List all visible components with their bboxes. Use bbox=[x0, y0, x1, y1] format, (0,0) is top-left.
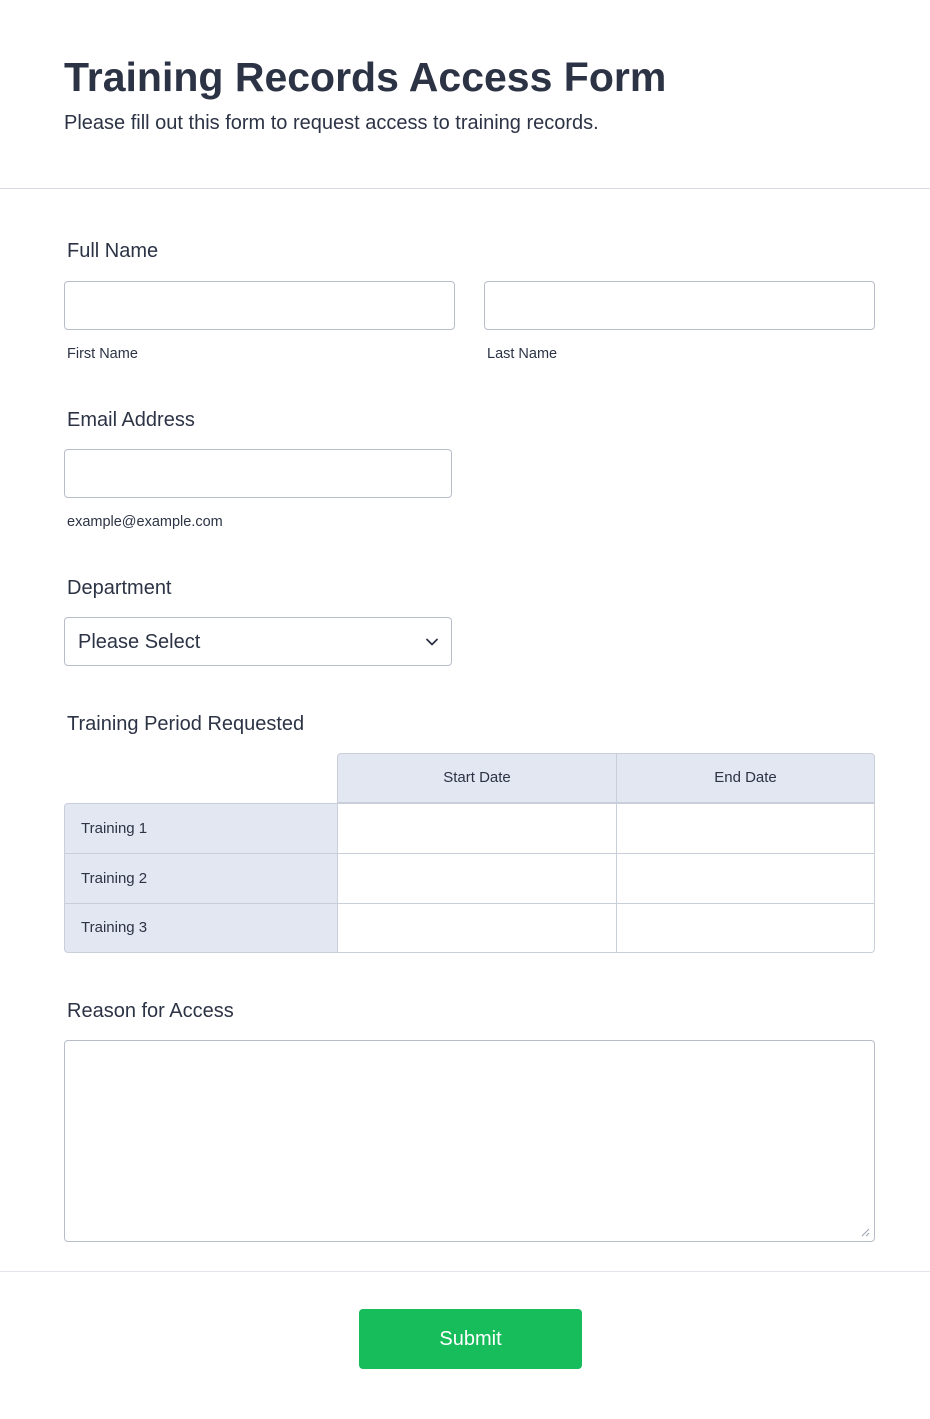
training-1-start-date-cell[interactable] bbox=[337, 803, 617, 854]
email-sublabel: example@example.com bbox=[67, 514, 223, 530]
row-header-training-3: Training 3 bbox=[64, 903, 338, 953]
column-header-end-date: End Date bbox=[616, 753, 875, 803]
department-selected-value: Please Select bbox=[78, 631, 201, 653]
chevron-down-icon bbox=[425, 635, 439, 649]
row-header-training-1: Training 1 bbox=[64, 803, 338, 854]
row-header-training-2: Training 2 bbox=[64, 853, 338, 904]
department-label: Department bbox=[67, 577, 172, 599]
submit-button[interactable]: Submit bbox=[359, 1309, 582, 1369]
form-header bbox=[0, 0, 930, 189]
training-period-label: Training Period Requested bbox=[67, 713, 305, 735]
reason-label: Reason for Access bbox=[67, 1000, 234, 1022]
training-3-start-date-cell[interactable] bbox=[337, 903, 617, 953]
form-title: Training Records Access Form bbox=[64, 54, 667, 100]
full-name-label: Full Name bbox=[67, 240, 159, 262]
column-header-start-date: Start Date bbox=[337, 753, 617, 803]
training-3-end-date-cell[interactable] bbox=[616, 903, 875, 953]
email-label: Email Address bbox=[67, 409, 195, 431]
matrix-corner bbox=[64, 753, 338, 804]
first-name-input[interactable] bbox=[64, 281, 455, 330]
last-name-sublabel: Last Name bbox=[487, 346, 558, 362]
department-select[interactable] bbox=[64, 617, 452, 666]
resize-handle-icon[interactable] bbox=[860, 1227, 870, 1237]
training-2-start-date-cell[interactable] bbox=[337, 853, 617, 904]
reason-textarea[interactable] bbox=[64, 1040, 875, 1242]
training-2-end-date-cell[interactable] bbox=[616, 853, 875, 904]
training-1-end-date-cell[interactable] bbox=[616, 803, 875, 854]
training-period-matrix bbox=[64, 753, 875, 953]
email-input[interactable] bbox=[64, 449, 452, 498]
first-name-sublabel: First Name bbox=[67, 346, 138, 362]
form-subtitle: Please fill out this form to request access to training records. bbox=[64, 112, 599, 134]
last-name-input[interactable] bbox=[484, 281, 875, 330]
